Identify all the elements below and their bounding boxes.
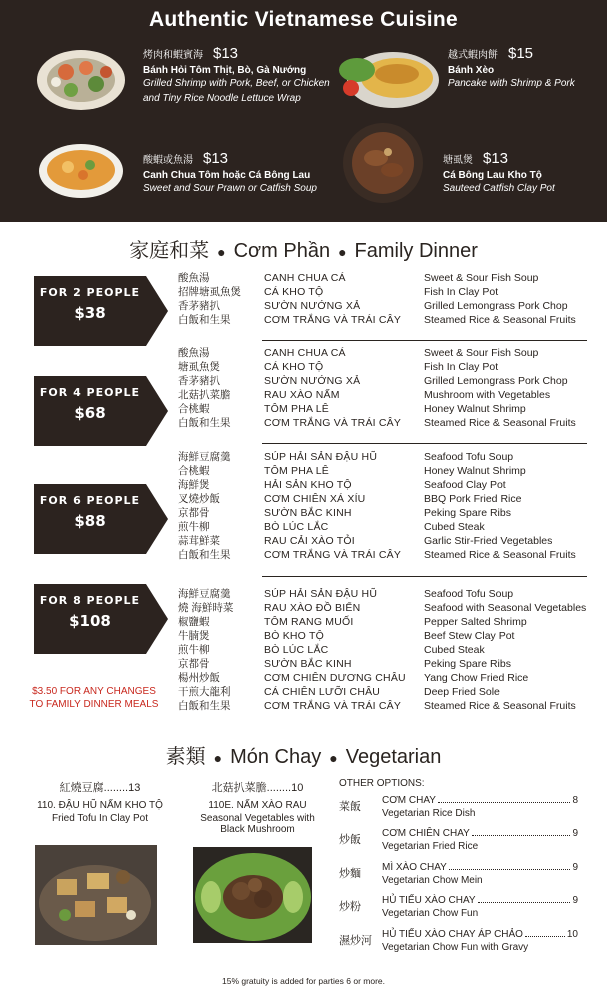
menu-line: SƯỜN NƯỚNG XẢ [264,300,361,312]
dish-vn: Cá Bông Lau Kho Tộ [443,170,542,181]
dish-ca-kho [443,150,603,196]
menu-line: Yang Chow Fried Rice [424,672,529,684]
heading-vn: Món Chay [230,746,322,768]
dish-price: $15 [508,45,534,62]
menu-line: Pepper Salted Shrimp [424,616,527,628]
leader-dots [525,929,565,937]
menu-line: BÒ LÚC LẮC [264,521,329,533]
bullet: ● [338,243,347,260]
menu-line: Steamed Rice & Seasonal Fruits [424,417,576,429]
tag-for-4-people [34,372,168,450]
menu-line: Seafood Tofu Soup [424,588,514,600]
tag-price: $68 [74,404,106,422]
menu-line: Grilled Lemongrass Pork Chop [424,300,568,312]
tag-label: FOR 8 PEOPLE [39,594,141,607]
menu-line: Honey Walnut Shrimp [424,465,526,477]
page-title: Authentic Vietnamese Cuisine [148,8,459,31]
menu-line: SÚP HẢI SẢN ĐẬU HŨ [264,588,378,600]
family-dinner-heading [0,234,607,263]
menu-line: 楊州炒飯 [178,672,220,684]
heading-vn: Cơm Phần [233,240,331,262]
option-name-row [382,828,578,839]
option-zh: 炒粉 [339,901,361,913]
divider [262,340,587,341]
dish-photo-banh-xeo [335,44,440,110]
menu-line: RAU CẢI XÀO TỎI [264,535,355,547]
heading-en: Family Dinner [354,240,478,262]
menu-line: SƯỜN NƯỚNG XẢ [264,375,361,387]
menu-line: 北菇扒菜膽 [178,389,231,401]
menu-line: 香茅豬扒 [178,375,220,387]
dish-photo-ca-kho [340,122,426,204]
option-zh: 濕炒河 [339,935,372,947]
dish-en-2: and Tiny Rice Noodle Lettuce Wrap [143,93,301,104]
menu-line: 招牌塘虱魚煲 [178,286,241,298]
menu-line: 白飯和生果 [178,700,231,712]
menu-line: CANH CHUA CÁ [264,347,346,359]
menu-line: Fish In Clay Pot [424,361,499,373]
menu-line: 京都骨 [178,658,210,670]
menu-line: Cubed Steak [424,521,485,533]
tag-price: $38 [74,304,106,322]
dish-zh: 酸蝦或魚湯 [143,155,193,166]
other-options-label: OTHER OPTIONS: [339,778,425,789]
veg-item-en: Fried Tofu In Clay Pot [52,813,148,824]
menu-line: 牛腩煲 [178,630,210,642]
dish-vn: Bánh Xèo [448,65,495,76]
menu-line: CÁ CHIÊN LƯỠI CHÂU [264,686,381,698]
dish-photo-canh-chua [38,143,124,199]
menu-col-en [424,587,586,713]
menu-line: 酸魚湯 [178,272,210,284]
option-price: 9 [572,862,578,873]
menu-col-zh [178,587,233,713]
menu-line: Honey Walnut Shrimp [424,403,526,415]
tag-for-2-people [34,272,168,350]
option-vn: HỦ TIẾU XÀO CHAY [382,895,476,906]
menu-col-zh [178,271,241,327]
dish-vn: Bánh Hỏi Tôm Thịt, Bò, Gà Nướng [143,65,307,76]
menu-line: 海鮮豆腐羹 [178,451,231,463]
dish-banh-xeo [448,45,603,91]
leader-dots [478,895,571,903]
menu-line: 燒 海鮮時菜 [178,602,234,614]
menu-line: TÔM PHA LÊ [264,403,330,415]
option-en: Vegetarian Chow Mein [382,875,483,886]
menu-line: Cubed Steak [424,644,485,656]
bullet: ● [329,749,338,766]
menu-col-en [424,450,576,562]
menu-line: 海鮮豆腐羹 [178,588,231,600]
dish-canh-chua [143,150,343,196]
veg-photo-tofu [35,845,157,945]
vegetarian-heading [0,740,607,769]
menu-line: Sweet & Sour Fish Soup [424,347,539,359]
menu-line: HẢI SẢN KHO TỘ [264,479,352,491]
dish-en: Pancake with Shrimp & Pork [448,78,575,89]
menu-col-vn [264,346,401,430]
option-name-row [382,895,578,906]
tag-label: FOR 6 PEOPLE [39,494,141,507]
menu-line: Steamed Rice & Seasonal Fruits [424,314,576,326]
tag-price: $88 [74,512,106,530]
dish-price: $13 [483,150,509,167]
menu-line: 叉燒炒飯 [178,493,220,505]
tag-label: FOR 4 PEOPLE [39,386,141,399]
changes-note: $3.50 FOR ANY CHANGES TO FAMILY DINNER MEALS [29,686,159,710]
menu-line: Beef Stew Clay Pot [424,630,515,642]
dish-en: Sweet and Sour Prawn or Catfish Soup [143,183,317,194]
option-price: 9 [572,895,578,906]
dish-zh: 塘虱煲 [443,155,473,166]
menu-line: SÚP HẢI SẢN ĐẬU HŨ [264,451,378,463]
dish-price: $13 [203,150,229,167]
menu-line: 白飯和生果 [178,314,231,326]
divider [262,443,587,444]
tag-label: FOR 2 PEOPLE [39,286,141,299]
tag-for-8-people [34,580,168,658]
menu-line: CƠM TRẮNG VÀ TRÁI CÂY [264,700,402,712]
leader-dots [449,862,571,870]
menu-col-vn [264,587,406,713]
menu-line: RAU XÀO NẤM [264,389,340,401]
menu-line: 香茅豬扒 [178,300,220,312]
leader-dots [438,795,570,803]
menu-line: Garlic Stir-Fried Vegetables [424,535,553,547]
gratuity-note: 15% gratuity is added for parties 6 or more. [222,976,385,986]
menu-col-en [424,346,576,430]
menu-line: 干煎大龍利 [178,686,231,698]
veg-item-vn: 110. ĐẬU HŨ NẤM KHO TỘ [37,800,163,811]
dish-zh: 越式蝦肉餅 [448,50,498,61]
menu-col-zh [178,450,231,562]
veg-item-tofu [20,779,180,824]
menu-line: 合桃蝦 [178,403,210,415]
menu-col-vn [264,271,401,327]
tag-for-6-people [34,480,168,558]
menu-line: 酸魚湯 [178,347,210,359]
menu-line: Steamed Rice & Seasonal Fruits [424,549,576,561]
menu-line: CƠM TRẮNG VÀ TRÁI CÂY [264,314,402,326]
menu-line: Sweet & Sour Fish Soup [424,272,539,284]
menu-line: 合桃蝦 [178,465,210,477]
header-panel [0,0,607,222]
menu-line: Mushroom with Vegetables [424,389,551,401]
dish-en: Grilled Shrimp with Pork, Beef, or Chicken [143,78,330,89]
menu-col-zh [178,346,231,430]
option-en: Vegetarian Chow Fun with Gravy [382,942,529,953]
menu-line: CƠM CHIÊN DƯƠNG CHÂU [264,672,406,684]
option-price: 8 [572,795,578,806]
menu-line: CÁ KHO TỘ [264,361,324,373]
menu-line: 京都骨 [178,507,210,519]
menu-line: Seafood Clay Pot [424,479,506,491]
option-vn: CƠM CHAY [382,795,436,806]
menu-line: 蒜茸鮮菜 [178,535,220,547]
option-en: Vegetarian Rice Dish [382,808,476,819]
menu-line: Peking Spare Ribs [424,507,511,519]
menu-line: BÒ LÚC LẮC [264,644,329,656]
option-vn: CƠM CHIÊN CHAY [382,828,470,839]
heading-zh: 家庭和菜 [129,240,210,262]
option-name-row [382,795,578,806]
option-vn: MÌ XÀO CHAY [382,862,447,873]
menu-line: 煎牛柳 [178,644,210,656]
menu-line: Steamed Rice & Seasonal Fruits [424,700,576,712]
menu-line: SƯỜN BẮC KINH [264,507,352,519]
menu-line: CƠM TRẮNG VÀ TRÁI CÂY [264,549,402,561]
option-price: 10 [566,929,578,940]
bullet: ● [213,749,223,766]
menu-line: BBQ Pork Fried Rice [424,493,522,505]
menu-line: 白飯和生果 [178,417,231,429]
dish-banh-hoi [143,45,343,106]
menu-line: TÔM RANG MUỐI [264,616,354,628]
option-zh: 菜飯 [339,801,361,813]
menu-line: RAU XÀO ĐỒ BIỂN [264,602,361,614]
divider [262,576,587,577]
bullet: ● [217,243,226,260]
heading-zh: 素類 [165,746,206,768]
menu-line: Deep Fried Sole [424,686,500,698]
veg-item-zh: 北菇扒菜膽........10 [211,782,304,794]
menu-line: 椒鹽蝦 [178,616,210,628]
heading-en: Vegetarian [345,746,442,768]
menu-line: Seafood with Seasonal Vegetables [424,602,587,614]
veg-item-mushroom [175,779,340,835]
option-zh: 炒麵 [339,868,361,880]
menu-line: Fish In Clay Pot [424,286,499,298]
veg-item-en-2: Black Mushroom [220,824,295,835]
menu-col-vn [264,450,401,562]
menu-line: Peking Spare Ribs [424,658,511,670]
veg-item-vn: 110E. NẤM XÀO RAU [208,800,307,811]
option-price: 9 [572,828,578,839]
tag-price: $108 [69,612,111,630]
menu-line: CÁ KHO TỘ [264,286,324,298]
menu-line: BÒ KHO TỘ [264,630,324,642]
menu-line: CANH CHUA CÁ [264,272,346,284]
menu-line: Seafood Tofu Soup [424,451,514,463]
option-zh: 炒飯 [339,834,361,846]
menu-col-en [424,271,576,327]
option-name-row [382,862,578,873]
menu-line: CƠM TRẮNG VÀ TRÁI CÂY [264,417,402,429]
dish-price: $13 [213,45,239,62]
menu-line: 煎牛柳 [178,521,210,533]
menu-line: Grilled Lemongrass Pork Chop [424,375,568,387]
menu-line: 海鮮煲 [178,479,210,491]
menu-line: CƠM CHIÊN XÁ XÍU [264,493,366,505]
dish-zh: 烤肉和蝦賓海 [143,50,203,61]
veg-photo-mushroom [193,847,312,943]
option-name-row [382,929,578,940]
menu-line: 白飯和生果 [178,549,231,561]
option-vn: HỦ TIẾU XÀO CHAY ÁP CHẢO [382,929,523,940]
dish-photo-banh-hoi [36,42,126,112]
leader-dots [472,828,571,836]
menu-line: SƯỜN BẮC KINH [264,658,352,670]
veg-item-en: Seasonal Vegetables with [200,813,315,824]
option-en: Vegetarian Fried Rice [382,841,479,852]
dish-en: Sauteed Catfish Clay Pot [443,183,555,194]
veg-item-zh: 紅燒豆腐........13 [59,782,141,794]
option-en: Vegetarian Chow Fun [382,908,479,919]
menu-line: TÔM PHA LÊ [264,465,330,477]
dish-vn: Canh Chua Tôm hoặc Cá Bông Lau [143,170,311,181]
menu-line: 塘虱魚煲 [178,361,220,373]
